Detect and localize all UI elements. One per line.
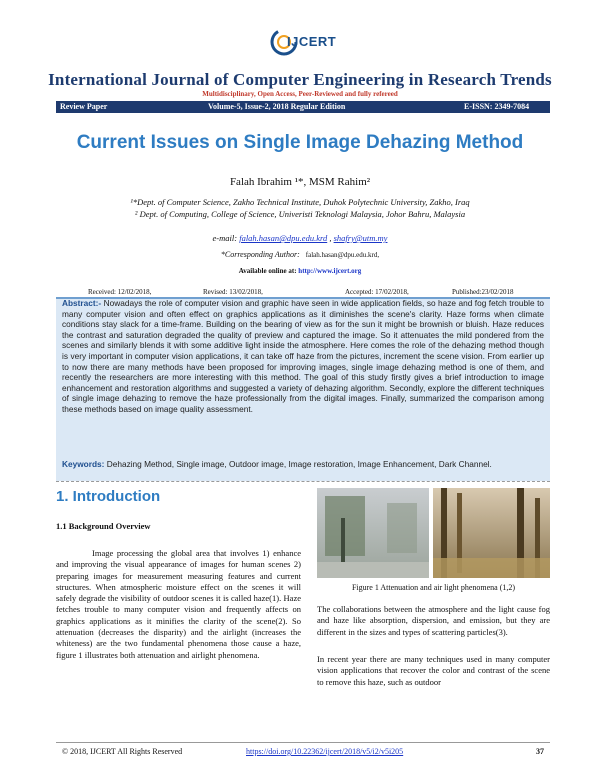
available-online bbox=[0, 267, 600, 275]
footer-copyright: © 2018, IJCERT All Rights Reserved bbox=[62, 747, 183, 756]
abstract bbox=[62, 298, 544, 415]
issn: E-ISSN: 2349-7084 bbox=[464, 102, 530, 111]
corresponding-author bbox=[0, 250, 600, 259]
email-label: e-mail: bbox=[212, 233, 238, 243]
intro-paragraph-left: Image processing the global area that involves 1) enhance and improving the visual appearance of images for human scenes 2) preparing images for measurement measuring features and current structures. When atmospheric moisture effect on the scenes it will safely degrade the visibility of outdoor scenes it is called haze(1). Haze fetches trouble to many computer vision and frequently affects on graphics applications as it minifies the clarity of the scene(2). So attenuation (decreases the disparity) and the airlight (increases the whiteness) are the two fundamental phenomena those cause a haze, figure 1 illustrates both attenuation and airlight phenomena. bbox=[56, 548, 301, 660]
available-label: Available online at: bbox=[238, 267, 297, 275]
email-link-2[interactable]: shafry@utm.my bbox=[333, 233, 388, 243]
abstract-text: Nowadays the role of computer vision and graphic have seen in wide application fields, so haze and fog fetch trouble to many computer vision and often effect on graphics applications as it diminishes the scene's clarity. Haze forms when climate conditions stay slack for a time-frame. Building on the bearing of view as for the sun it might be brownish or bluish. Haze reduces the contrast and saturation degraded the quality of preview and captured the image. So it attenuates the mild pondered from the scenes and similarly blends it with some additive light inside the atmosphere. Here comes the role of the dehazing method though is very important in computer vision applications, it can take off haze from the pictures, increment the scene vision. From earlier up to now there are many methods have been proposed for improving images, single image dehazing method is one of them, and recently the researchers are more interesting with this method. The goal of this study firstly gives a brief introduction to image enhancement and restoration algorithms and suggested a variety of dehazing algorithm. Secondly, explore the different techniques of single image dehazing to remove the haze professionally from the digital images. Finally, summarized the comparison among these methods based on image quality assessment. bbox=[62, 298, 544, 414]
journal-tagline: Multidisciplinary, Open Access, Peer-Reviewed and fully refereed bbox=[202, 90, 398, 98]
date-accepted: Accepted: 17/02/2018, bbox=[345, 288, 409, 296]
intro-paragraph-right-1: The collaborations between the atmosphere and the light cause fog and haze like absorption, dispersion, and emission, but they are different in the sizes and types of scattering particles(3). bbox=[317, 604, 550, 637]
footer-divider bbox=[56, 742, 550, 743]
logo-text: IJCERT bbox=[287, 34, 337, 49]
corresponding-label: *Corresponding Author: bbox=[220, 250, 300, 259]
corresponding-email: falah.hasan@dpu.edu.krd, bbox=[305, 251, 380, 259]
subsection-heading: 1.1 Background Overview bbox=[56, 521, 151, 531]
section-heading: 1. Introduction bbox=[56, 488, 161, 505]
header-band bbox=[56, 101, 550, 113]
date-revised: Revised: 13/02/2018, bbox=[203, 288, 263, 296]
paper-type: Review Paper bbox=[60, 102, 108, 111]
intro-paragraph-right-2: In recent year there are many techniques used in many computer vision applications that recover the color and contrast of the scene to remove this haze, such as outdoor bbox=[317, 654, 550, 687]
figure-1-image bbox=[317, 488, 550, 578]
keywords-text: Dehazing Method, Single image, Outdoor image, Image restoration, Image Enhancement, Dark Channel. bbox=[106, 459, 492, 469]
divider bbox=[56, 481, 550, 482]
keywords-label: Keywords: bbox=[62, 459, 105, 469]
email-line bbox=[0, 233, 600, 243]
journal-url-link[interactable]: http://www.ijcert.org bbox=[298, 267, 362, 275]
paper-title: Current Issues on Single Image Dehazing Method bbox=[76, 132, 524, 153]
abstract-label: Abstract:- bbox=[62, 298, 102, 308]
date-published: Published:23/02/2018 bbox=[452, 288, 514, 296]
date-received: Received: 12/02/2018, bbox=[88, 288, 152, 296]
journal-title: International Journal of Computer Engineering in Research Trends bbox=[48, 70, 552, 89]
keywords bbox=[62, 459, 544, 470]
email-separator: , bbox=[329, 233, 332, 243]
page-number: 37 bbox=[536, 747, 544, 756]
authors: Falah Ibrahim ¹*, MSM Rahim² bbox=[229, 176, 371, 188]
volume-info: Volume-5, Issue-2, 2018 Regular Edition bbox=[208, 102, 346, 111]
affiliation-1: ¹*Dept. of Computer Science, Zakho Technical Institute, Duhok Polytechnic University, Zakho, Iraq bbox=[130, 197, 470, 207]
affiliation-2: ² Dept. of Computing, College of Science, Univeristi Teknologi Malaysia, Johor Bahru, Malaysia bbox=[134, 209, 466, 219]
figure-1-caption: Figure 1 Attenuation and air light phenomena (1,2) bbox=[351, 583, 516, 592]
email-link-1[interactable]: falah.hasan@dpu.edu.krd bbox=[239, 233, 328, 243]
footer-doi-link[interactable]: https://doi.org/10.22362/ijcert/2018/v5/i2/v5i205 bbox=[246, 747, 404, 756]
